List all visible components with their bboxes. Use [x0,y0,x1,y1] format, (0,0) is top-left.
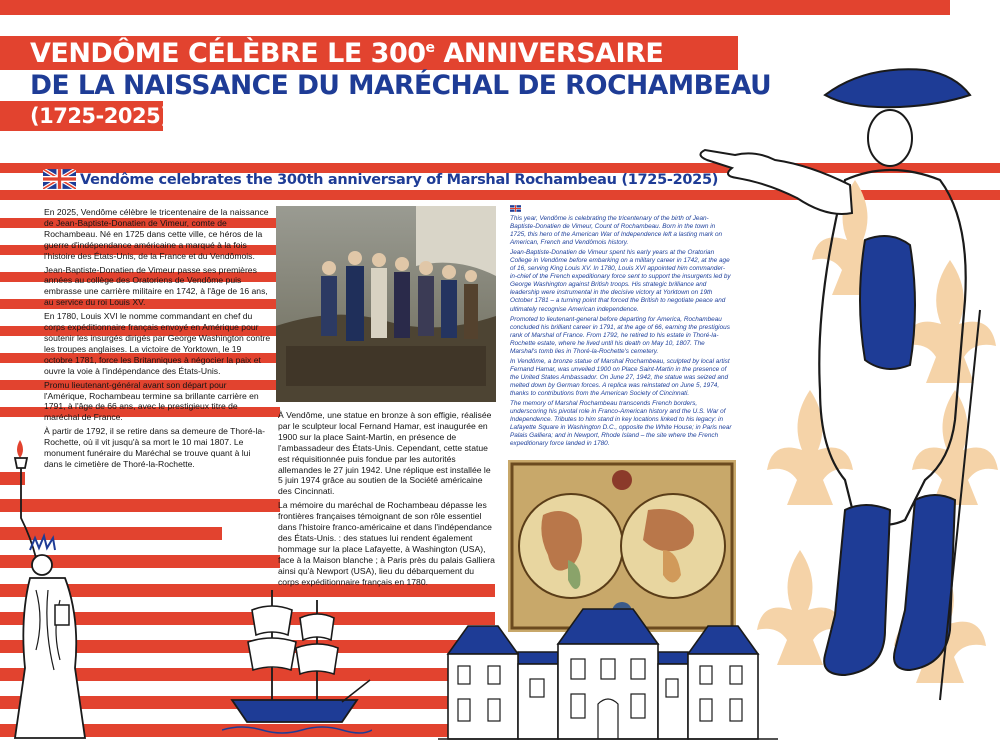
english-column [510,215,732,450]
sailing-ship-icon [222,580,372,740]
paragraph: This year, Vendôme is celebrating the tricentenary of the birth of Jean-Baptiste-Donatien de Vimeur, Count of Rochambeau. Born in the town in 1725, this hero of the American War of Independence left a lasting mark on American, French and Vendômois history. [510,215,723,247]
title-line-1: VENDÔME CÉLÈBRE LE 300e ANNIVERSAIRE [30,38,664,69]
paragraph: Promu lieutenant-général avant son départ pour l'Amérique, Rochambeau termine sa brillante carrière en 1791, à l'âge de 66 ans, avec le prestigieux titre de maréchal de France. [44,379,259,423]
title-line-2: DE LA NAISSANCE DU MARÉCHAL DE ROCHAMBEAU [30,70,772,101]
yorktown-painting [276,206,496,402]
english-subtitle: Vendômе celebrates the 300th anniversary of Marshal Rochambeau (1725-2025) [80,172,719,188]
paragraph: Jean-Baptiste-Donatien de Vimeur passe ses premières années au collège des Oratoriens de Vendôme puis embrasse une carrière militaire en 1742, à l'âge de 16 ans, au service du roi Louis XV. [44,264,268,308]
paragraph: À Vendôme, une statue en bronze à son effigie, réalisée par le sculpteur local Fernand Hamar, est inaugurée en 1900 sur la place Saint-Martin, en présence de l'ambassadeur des États-Unis. Cependant, cette statue est réquisitionnée puis fondue par les autorités allemandes le 27 juin 1942. Une réplique est installée le 5 juin 1974 grâce au soutien de la Société américaine des Cincinnati. [278,410,492,497]
paragraph: En 1780, Louis XVI le nomme commandant en chef du corps expéditionnaire français envoyé en Amérique pour soutenir les insurgés dirigés par George Washington contre les troupes anglaises. La victoire de Yorktown, le 19 octobre 1781, force les Britanniques à négocier la paix et ouvre la voie à l'indépendance des États-Unis. [44,311,271,376]
uk-flag-small-icon [510,205,521,212]
uk-flag-icon [43,169,76,189]
paragraph: En 2025, Vendôme célèbre le tricentenaire de la naissance de Jean-Baptiste-Donatien de Vimeur, comte de Rochambeau. Né en 1725 dans cette ville, ce héros de la guerre d'indépendance américaine a marqué à la fois l'histoire des États-Unis, de la France et du Vendômois. [44,207,269,261]
paragraph: In Vendôme, a bronze statue of Marshal Rochambeau, sculpted by local artist Fernand Hamar, was unveiled 1900 on Place Saint-Martin in the presence of the United States Ambassador. On June 27, 1942, the statue was seized and melted down by German forces. A replica was reinstated on June 5, 1974, thanks to contributions from the American Society of Cincinnati. [510,357,730,397]
paragraph: The memory of Marshal Rochambeau transcends French borders, underscoring his pivotal role in Franco-American history and the U.S. War of Independence. Tributes to him stand in key locations linked to his legacy: in Lafayette Square in Washington D.C., opposite the White House; in Paris near Palais Galliera; and in Newport, Rhode Island – the site where the French expeditionary force landed in 1780. [510,400,732,448]
top-stripe [0,0,950,15]
french-column-1 [44,207,271,473]
paragraph: À partir de 1792, il se retire dans sa demeure de Thoré-la-Rochette, où il vit jusqu'à sa mort le 10 mai 1807. Le monument funéraire du Maréchal se trouve quant à lui dans le cimetière de Thoré-la-Rochette. [44,426,266,469]
french-column-2 [278,410,495,591]
paragraph: La mémoire du maréchal de Rochambeau dépasse les frontières françaises témoignant de son rôle essentiel dans l'histoire franco-américaine et dans l'indépendance des États-Unis. : des statues lui rendent également hommage sur la place Lafayette, à Washington (USA), face à la Maison blanche ; à Paris près du palais Galliera ainsi qu'à Newport (USA), lieu du débarquement du corps expéditionnaire français en 1780. [278,500,495,587]
paragraph: Jean-Baptiste-Donatien de Vimeur spent his early years at the Oratorian College in Vendôme before embarking on a military career in 1742, at the age of 16, serving King Louis XV. In 1780, Louis XVI appointed him commander-in-chief of the French expeditionary force sent to support the insurgents led by George Washington against British troops. His strategic brilliance and leadership were instrumental in the decisive victory at Yorktown on 19th October 1781 – a turning point that forced the British to negotiate peace and ultimately recognise American independence. [510,249,731,313]
title-line-3: (1725-2025) [30,104,170,128]
statue-of-liberty-icon [0,440,110,740]
paragraph: Promoted to lieutenant-general before departing for America, Rochambeau concluded his brilliant career in 1791, at the age of 66, earning the prestigious rank of Marshal of France. From 1792, he retired to his estate in Thoré-la-Rochette estate, where he lived until his death on May 10, 1807. The Marshal's tomb lies in Thoré-la-Rochette's cemetery. [510,315,730,355]
chateau-building-icon [438,604,778,744]
